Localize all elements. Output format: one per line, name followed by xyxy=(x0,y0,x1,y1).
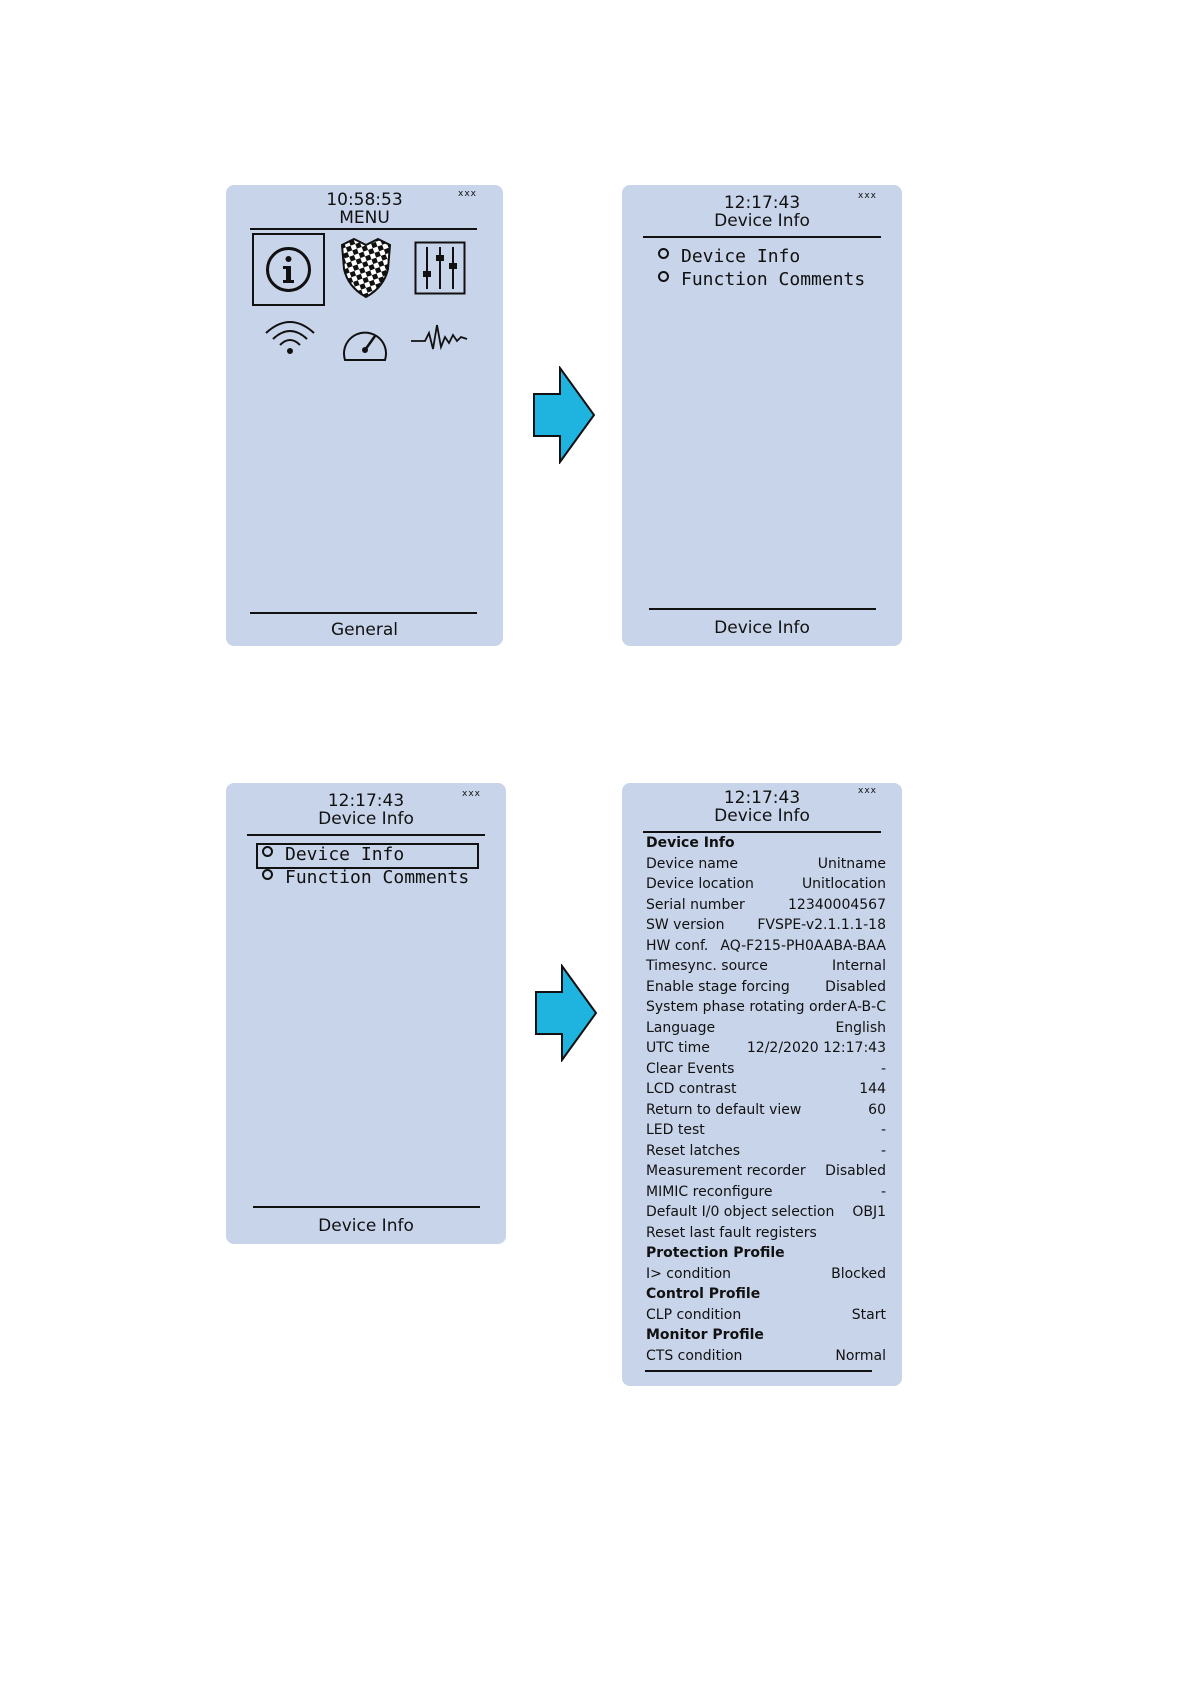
info-row[interactable] xyxy=(646,874,886,895)
bullet-icon xyxy=(262,869,273,880)
menu-item-general[interactable] xyxy=(252,233,325,306)
info-label: Default I/0 object selection xyxy=(646,1204,835,1220)
screen-title: Device Info xyxy=(714,806,810,826)
info-label: CLP condition xyxy=(646,1306,742,1323)
info-value: AQ-F215-PH0AABA-BAA xyxy=(720,937,886,954)
footer-divider xyxy=(645,1370,872,1372)
info-value: 12/2/2020 12:17:43 xyxy=(746,1040,886,1056)
bullet-icon xyxy=(658,271,669,282)
sliders-icon xyxy=(414,241,466,295)
footer-label: Device Info xyxy=(714,618,810,638)
info-row[interactable] xyxy=(646,1100,886,1121)
info-label: LCD contrast xyxy=(646,1081,737,1097)
info-label: Device name xyxy=(646,855,739,872)
info-row[interactable] xyxy=(646,1202,886,1223)
footer-divider xyxy=(253,1206,480,1208)
info-value: Internal xyxy=(832,958,886,974)
menu-item-monitoring[interactable] xyxy=(409,323,469,353)
info-row[interactable] xyxy=(646,1182,886,1203)
info-label: Measurement recorder xyxy=(646,1163,806,1179)
screen-title: Device Info xyxy=(318,809,414,829)
section-header xyxy=(646,833,886,854)
list-item-function-comments[interactable] xyxy=(658,270,865,290)
info-value: A-B-C xyxy=(847,999,886,1015)
info-value: FVSPE-v2.1.1.1-18 xyxy=(757,917,886,933)
screen-title: Device Info xyxy=(714,211,810,231)
info-label: UTC time xyxy=(646,1040,710,1056)
info-label: HW conf. xyxy=(646,937,709,954)
info-label: I> condition xyxy=(646,1265,732,1282)
clock: 12:17:43 xyxy=(723,193,801,213)
clock: 12:17:43 xyxy=(723,788,801,808)
arrow-right-icon xyxy=(534,964,598,1062)
device-info-select-screen xyxy=(226,783,506,1244)
info-value: - xyxy=(880,1122,886,1138)
bullet-icon xyxy=(658,248,669,259)
info-row[interactable] xyxy=(646,895,886,916)
bullet-icon xyxy=(262,846,273,857)
info-value: 60 xyxy=(868,1101,886,1118)
status-indicator: xxx xyxy=(458,189,477,199)
info-row[interactable] xyxy=(646,956,886,977)
info-value: Unitlocation xyxy=(801,876,886,892)
footer-label: General xyxy=(331,620,398,640)
menu-screen xyxy=(226,185,503,646)
info-label: Return to default view xyxy=(646,1101,802,1118)
list-item-label: Device Info xyxy=(285,844,405,865)
info-row[interactable] xyxy=(646,1079,886,1100)
info-label: Language xyxy=(646,1019,716,1036)
info-row[interactable] xyxy=(646,1038,886,1059)
footer-label: Device Info xyxy=(318,1216,414,1236)
info-value: Normal xyxy=(835,1347,886,1364)
menu-item-settings[interactable] xyxy=(414,241,466,295)
menu-item-measurement[interactable] xyxy=(341,320,389,362)
info-value: 144 xyxy=(859,1081,886,1097)
gauge-icon xyxy=(341,320,389,362)
info-row[interactable] xyxy=(646,854,886,875)
status-indicator: xxx xyxy=(858,786,877,796)
info-value: Unitname xyxy=(817,855,886,872)
info-row[interactable] xyxy=(646,1305,886,1326)
section-title: Device Info xyxy=(646,835,735,851)
info-value: English xyxy=(835,1019,886,1036)
info-label: Serial number xyxy=(646,896,745,913)
info-row[interactable] xyxy=(646,1141,886,1162)
info-row[interactable] xyxy=(646,1059,886,1080)
header-divider xyxy=(250,228,477,230)
status-indicator: xxx xyxy=(858,191,877,201)
info-row[interactable] xyxy=(646,1346,886,1367)
list-item-device-info[interactable] xyxy=(658,247,800,267)
section-title: Control Profile xyxy=(646,1286,761,1302)
info-label: Reset last fault registers xyxy=(646,1224,817,1241)
footer-divider xyxy=(250,612,477,614)
info-row[interactable] xyxy=(646,1264,886,1285)
info-value: - xyxy=(880,1142,886,1159)
clock: 10:58:53 xyxy=(326,190,403,210)
info-label: CTS condition xyxy=(646,1347,743,1364)
info-value: Start xyxy=(851,1306,886,1323)
info-value: Disabled xyxy=(825,978,886,995)
section-header xyxy=(646,1243,886,1264)
info-row[interactable] xyxy=(646,1018,886,1039)
device-info-menu-screen xyxy=(622,185,902,646)
info-label: Clear Events xyxy=(646,1060,735,1077)
list-item-device-info[interactable] xyxy=(262,845,404,865)
list-item-label: Function Comments xyxy=(681,269,866,290)
shield-icon xyxy=(336,235,396,301)
info-row[interactable] xyxy=(646,1161,886,1182)
list-item-label: Device Info xyxy=(681,246,801,267)
info-label: Device location xyxy=(646,876,754,892)
info-value: - xyxy=(880,1060,886,1077)
info-value: 12340004567 xyxy=(788,896,886,913)
header-divider xyxy=(643,236,881,238)
info-label: Reset latches xyxy=(646,1142,740,1159)
section-header xyxy=(646,1325,886,1346)
section-header xyxy=(646,1284,886,1305)
device-info-detail-screen xyxy=(622,783,902,1386)
device-info-list xyxy=(646,833,886,1366)
info-value: Blocked xyxy=(831,1265,886,1282)
info-label: LED test xyxy=(646,1122,705,1138)
info-icon xyxy=(254,235,323,304)
info-row[interactable] xyxy=(646,977,886,998)
info-row[interactable] xyxy=(646,997,886,1018)
menu-item-communication[interactable] xyxy=(262,315,318,355)
menu-item-protection[interactable] xyxy=(336,235,396,301)
wireless-icon xyxy=(262,315,318,355)
clock: 12:17:43 xyxy=(327,791,405,811)
waveform-icon xyxy=(409,323,469,353)
info-row[interactable] xyxy=(646,936,886,957)
list-item-function-comments[interactable] xyxy=(262,868,469,888)
footer-divider xyxy=(649,608,876,610)
info-label: MIMIC reconfigure xyxy=(646,1183,773,1200)
screen-title: MENU xyxy=(339,208,390,228)
info-label: Timesync. source xyxy=(646,958,768,974)
info-row[interactable] xyxy=(646,1223,886,1244)
info-value: Disabled xyxy=(825,1163,886,1179)
status-indicator: xxx xyxy=(462,789,481,799)
list-item-label: Function Comments xyxy=(285,867,470,888)
section-title: Monitor Profile xyxy=(646,1327,764,1343)
info-label: System phase rotating order xyxy=(646,999,847,1015)
arrow-right-icon xyxy=(532,366,596,464)
info-row[interactable] xyxy=(646,915,886,936)
info-row[interactable] xyxy=(646,1120,886,1141)
info-value: - xyxy=(880,1183,886,1200)
header-divider xyxy=(247,834,485,836)
section-title: Protection Profile xyxy=(646,1245,785,1261)
info-label: SW version xyxy=(646,917,725,933)
info-label: Enable stage forcing xyxy=(646,978,790,995)
info-value: OBJ1 xyxy=(852,1204,886,1220)
